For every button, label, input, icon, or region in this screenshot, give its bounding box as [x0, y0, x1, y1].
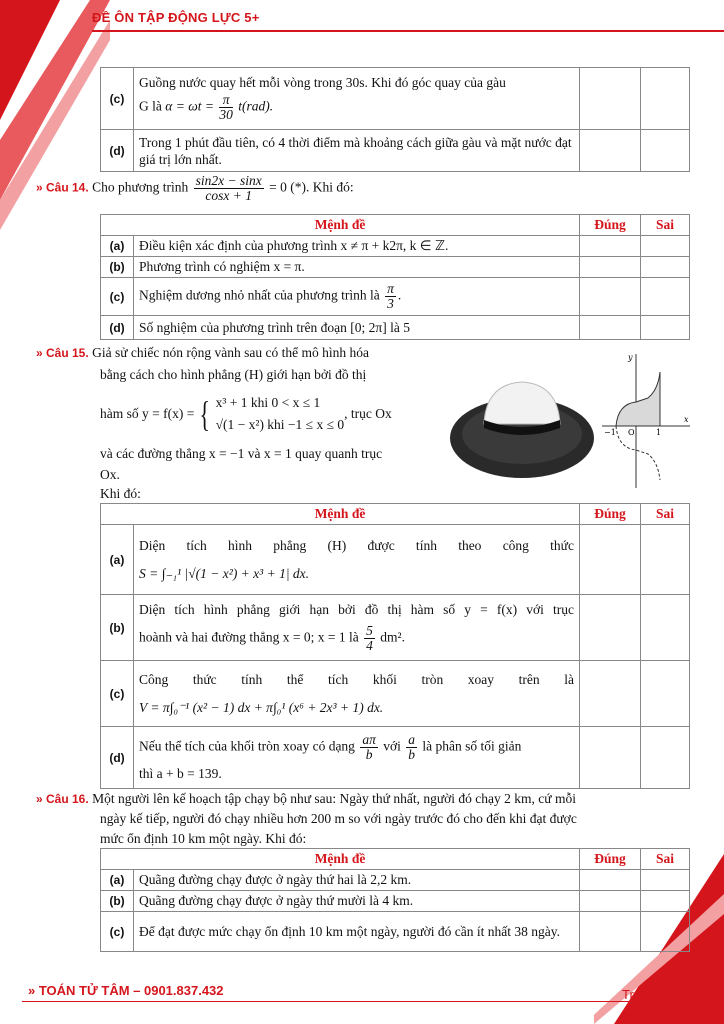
true-checkbox-cell[interactable]: [580, 68, 641, 130]
statement-cell: Công thức tính thể tích khối tròn xoay trên là V = π∫₀⁻¹ (x² − 1) dx + π∫₀¹ (x⁶ + 2x³ + 1) dx.: [134, 661, 580, 727]
row-label: (d): [101, 727, 134, 789]
false-checkbox-cell[interactable]: [641, 525, 690, 595]
svg-text:1: 1: [656, 428, 662, 437]
question-text: Cho phương trình: [92, 179, 189, 195]
question-text: Ox.: [100, 467, 120, 482]
question-label: » Câu 16.: [36, 792, 89, 806]
fraction: $\frac{5}{4}$: [366, 623, 373, 653]
svg-text:y: y: [628, 353, 633, 362]
table-row: [101, 870, 690, 891]
row-label: (d): [101, 130, 134, 172]
q14-table: [100, 214, 690, 340]
column-header-false: Sai: [641, 215, 690, 236]
question-16: [36, 791, 576, 807]
statement-line: Guồng nước quay hết mỗi vòng trong 30s. Khi đó góc quay của gàu: [139, 75, 506, 90]
true-checkbox-cell[interactable]: [580, 278, 641, 316]
table-header: [101, 849, 690, 870]
row-label: (b): [101, 257, 134, 278]
statement-cell: Để đạt được mức chạy ổn định 10 km một ngày, người đó cần ít nhất 38 ngày.: [134, 912, 580, 952]
table-row: [101, 595, 690, 661]
question-label: » Câu 15.: [36, 346, 89, 360]
formula: α = ωt =: [165, 98, 218, 114]
row-label: (a): [101, 236, 134, 257]
true-checkbox-cell[interactable]: [580, 891, 641, 912]
true-checkbox-cell[interactable]: [580, 130, 641, 172]
piecewise-cases: x³ + 1 khi 0 < x ≤ 1 √(1 − x²) khi −1 ≤ x ≤ 0: [215, 395, 345, 432]
q13-table: [100, 67, 690, 172]
column-header-true: Đúng: [580, 849, 641, 870]
fraction: $\frac{\sin 2x - \sin x}{\cos x + 1}$: [195, 173, 262, 203]
header-divider: [92, 30, 724, 32]
page-number: Trang 9: [622, 987, 667, 1002]
svg-text:−1: −1: [604, 428, 616, 437]
row-label: (b): [101, 891, 134, 912]
true-checkbox-cell[interactable]: [580, 912, 641, 952]
true-checkbox-cell[interactable]: [580, 595, 641, 661]
true-checkbox-cell[interactable]: [580, 316, 641, 340]
statement-cell: Quãng đường chạy được ở ngày thứ hai là 2,2 km.: [134, 870, 580, 891]
svg-text:x: x: [684, 415, 689, 424]
row-label: (a): [101, 525, 134, 595]
question-text: Giả sử chiếc nón rộng vành sau có thể mô hình hóa: [92, 345, 369, 360]
question-14: [36, 174, 354, 203]
table-row: [101, 727, 690, 789]
true-checkbox-cell[interactable]: [580, 257, 641, 278]
footer-author: » TOÁN TỬ TÂM – 0901.837.432: [28, 983, 224, 998]
column-header-true: Đúng: [580, 504, 641, 525]
column-header-false: Sai: [641, 849, 690, 870]
false-checkbox-cell[interactable]: [641, 236, 690, 257]
statement-cell: Nếu thể tích của khối tròn xoay có dạng $\frac{a\pi}{b}$ với $\frac{a}{b}$ là phân số tối giản thì a + b = 139.: [134, 727, 580, 789]
true-checkbox-cell[interactable]: [580, 525, 641, 595]
fraction: $\frac{\pi}{3}$: [387, 281, 394, 311]
false-checkbox-cell[interactable]: [641, 316, 690, 340]
footer-divider: [22, 1001, 664, 1002]
row-label: (c): [101, 68, 134, 130]
statement-line: [139, 93, 574, 122]
formula: t(rad).: [238, 98, 274, 114]
false-checkbox-cell[interactable]: [641, 727, 690, 789]
fraction: $\frac{a}{b}$: [408, 732, 415, 762]
table-header: [101, 504, 690, 525]
table-row: [101, 891, 690, 912]
question-text: hàm số y = f(x) = { x³ + 1 khi 0 < x ≤ 1 √(1 − x²) khi −1 ≤ x ≤ 0 , trục Ox: [100, 394, 392, 434]
false-checkbox-cell[interactable]: [641, 891, 690, 912]
piecewise-brace: {: [199, 394, 211, 434]
row-label: (a): [101, 870, 134, 891]
hat-illustration: [448, 376, 596, 482]
statement-text: G là: [139, 98, 162, 114]
header-title: ĐỀ ÔN TẬP ĐỘNG LỰC 5+: [92, 10, 260, 25]
table-row: [101, 236, 690, 257]
table-row: [101, 912, 690, 952]
question-text: bằng cách cho hình phẳng (H) giới hạn bởi đồ thị: [100, 367, 367, 382]
false-checkbox-cell[interactable]: [641, 257, 690, 278]
row-label: (c): [101, 912, 134, 952]
row-label: (d): [101, 316, 134, 340]
true-checkbox-cell[interactable]: [580, 870, 641, 891]
table-row: [101, 278, 690, 316]
false-checkbox-cell[interactable]: [641, 661, 690, 727]
column-header-statement: Mệnh đề: [101, 215, 580, 236]
statement-cell: Quãng đường chạy được ở ngày thứ mười là 4 km.: [134, 891, 580, 912]
false-checkbox-cell[interactable]: [641, 870, 690, 891]
table-row: [101, 257, 690, 278]
statement-cell: Diện tích hình phẳng giới hạn bởi đồ thị hàm số y = f(x) với trục hoành và hai đường thẳng x = 0; x = 1 là $\frac{5}{4}$ dm².: [134, 595, 580, 661]
question-text: Một người lên kế hoạch tập chạy bộ như sau: Ngày thứ nhất, người đó chạy 2 km, cứ mỗi: [92, 791, 576, 806]
false-checkbox-cell[interactable]: [641, 278, 690, 316]
column-header-false: Sai: [641, 504, 690, 525]
true-checkbox-cell[interactable]: [580, 727, 641, 789]
table-row: [101, 525, 690, 595]
fraction: $\frac{a\pi}{b}$: [362, 732, 376, 762]
question-15: [36, 345, 369, 361]
statement-cell: Diện tích hình phẳng (H) được tính theo công thức S = ∫₋₁¹ |√(1 − x²) + x³ + 1| dx.: [134, 525, 580, 595]
statement-cell: Nghiệm dương nhỏ nhất của phương trình là $\frac{\pi}{3}$ .: [134, 278, 580, 316]
row-label: (c): [101, 278, 134, 316]
function-graph: [598, 350, 694, 490]
table-row: [101, 661, 690, 727]
row-label: (b): [101, 595, 134, 661]
q15-table: [100, 503, 690, 789]
question-text: Khi đó:: [100, 486, 141, 501]
question-text: ngày kế tiếp, người đó chạy nhiều hơn 200 m so với ngày trước đó cho đến khi đạt được: [100, 811, 577, 826]
table-row: [101, 316, 690, 340]
question-text: = 0 (*). Khi đó:: [269, 179, 354, 195]
true-checkbox-cell[interactable]: [580, 661, 641, 727]
false-checkbox-cell[interactable]: [641, 68, 690, 130]
statement-cell: Phương trình có nghiệm x = π.: [134, 257, 580, 278]
column-header-statement: Mệnh đề: [101, 504, 580, 525]
question-label: » Câu 14.: [36, 180, 89, 195]
column-header-statement: Mệnh đề: [101, 849, 580, 870]
false-checkbox-cell[interactable]: [641, 130, 690, 172]
table-row: [101, 130, 690, 172]
true-checkbox-cell[interactable]: [580, 236, 641, 257]
false-checkbox-cell[interactable]: [641, 912, 690, 952]
statement-cell: Số nghiệm của phương trình trên đoạn [0; 2π] là 5: [134, 316, 580, 340]
q16-table: [100, 848, 690, 952]
statement-cell: Trong 1 phút đầu tiên, có 4 thời điểm mà khoảng cách giữa gàu và mặt nước đạt giá trị lớn nhất.: [134, 130, 580, 172]
table-row: [101, 68, 690, 130]
statement-cell: [134, 68, 580, 130]
fraction: $\frac{\pi}{30}$: [219, 92, 233, 122]
column-header-true: Đúng: [580, 215, 641, 236]
question-text: và các đường thẳng x = −1 và x = 1 quay quanh trục: [100, 446, 383, 461]
row-label: (c): [101, 661, 134, 727]
question-text: mức ổn định 10 km một ngày. Khi đó:: [100, 831, 307, 846]
table-header: [101, 215, 690, 236]
svg-text:O: O: [628, 428, 635, 437]
statement-cell: Điều kiện xác định của phương trình x ≠ π + k2π, k ∈ ℤ.: [134, 236, 580, 257]
false-checkbox-cell[interactable]: [641, 595, 690, 661]
